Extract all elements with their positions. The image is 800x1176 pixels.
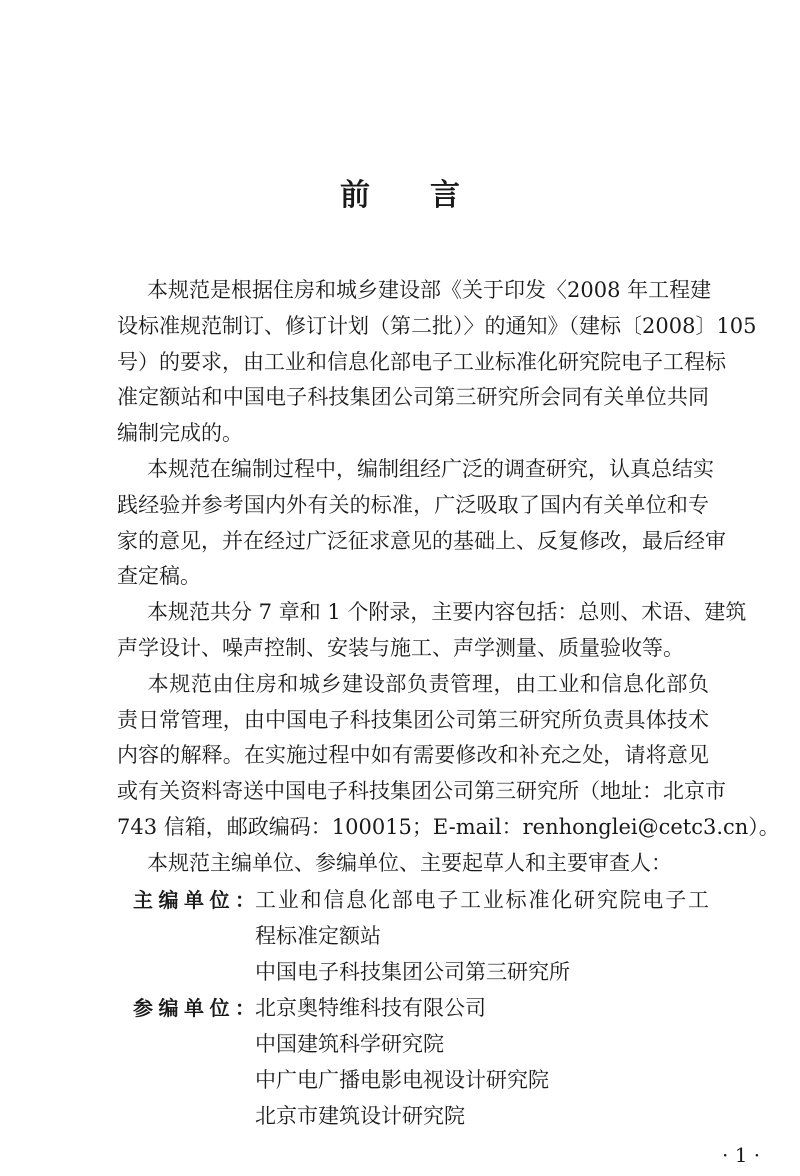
line-text: 本规范是根据住房和城乡建设部《关于印发〈2008 年工程建 — [147, 278, 712, 302]
text-line — [117, 416, 709, 452]
line-text: 声学设计、噪声控制、安装与施工、声学测量、质量验收等。 — [117, 635, 684, 660]
page-title: 前言 — [340, 178, 520, 213]
unit-name: 工业和信息化部电子工业标准化研究院电子工 — [255, 887, 709, 912]
line-text: 本规范在编制过程中，编制组经广泛的调查研究，认真总结实 — [147, 456, 714, 481]
line-text: 践经验并参考国内外有关的标准，广泛吸取了国内有关单位和专 — [117, 492, 709, 517]
line-text: 设标准规范制订、修订计划（第二批）〉的通知》（建标〔2008〕105 — [117, 313, 757, 338]
unit-name: 北京市建筑设计研究院 — [255, 1103, 465, 1128]
unit-name: 中广电广播电影电视设计研究院 — [255, 1067, 549, 1092]
text-line — [117, 595, 747, 631]
unit-name: 中国电子科技集团公司第三研究所 — [255, 959, 570, 984]
paragraph — [117, 667, 780, 846]
text-line — [117, 559, 709, 595]
line-text: 查定稿。 — [117, 564, 201, 589]
unit-entry — [117, 882, 709, 990]
paragraph — [117, 846, 709, 882]
text-line — [117, 488, 709, 524]
page-number: · 1 · — [722, 1143, 761, 1167]
text-line — [117, 631, 709, 667]
unit-entry — [117, 990, 709, 1134]
line-text: 内容的解释。在实施过程中如有需要修改和补充之处，请将意见 — [117, 743, 709, 768]
paragraph — [117, 595, 747, 667]
line-text: 家的意见，并在经过广泛征求意见的基础上、反复修改，最后经审 — [117, 528, 726, 553]
text-line — [117, 380, 709, 416]
text-line — [117, 345, 726, 381]
line-text: 准定额站和中国电子科技集团公司第三研究所会同有关单位共同 — [117, 385, 709, 410]
unit-label: 参编单位： — [133, 995, 255, 1020]
unit-name: 程标准定额站 — [255, 923, 381, 948]
text-line — [117, 273, 712, 309]
unit-name: 中国建筑科学研究院 — [255, 1031, 444, 1056]
line-text: 号）的要求，由工业和信息化部电子工业标准化研究院电子工程标 — [117, 349, 726, 374]
text-line — [117, 774, 726, 810]
unit-name: 北京奥特维科技有限公司 — [255, 995, 486, 1020]
text-line — [117, 810, 780, 846]
line-text: 本规范主编单位、参编单位、主要起草人和主要审查人： — [147, 850, 672, 875]
text-line — [117, 846, 709, 882]
line-text: 本规范共分 7 章和 1 个附录，主要内容包括：总则、术语、建筑 — [147, 600, 747, 625]
text-line — [117, 524, 726, 560]
line-text: 743 信箱，邮政编码：100015；E-mail：renhonglei@cetc3.cn）。 — [117, 814, 780, 839]
paragraph — [117, 452, 726, 595]
line-text: 编制完成的。 — [117, 421, 243, 446]
unit-label: 主编单位： — [133, 887, 255, 912]
text-line — [117, 452, 714, 488]
line-text: 本规范由住房和城乡建设部负责管理，由工业和信息化部负 — [147, 671, 709, 696]
line-text: 责日常管理，由中国电子科技集团公司第三研究所负责具体技术 — [117, 707, 709, 732]
line-text: 或有关资料寄送中国电子科技集团公司第三研究所（地址：北京市 — [117, 779, 726, 804]
text-line — [117, 309, 757, 345]
paragraph — [117, 273, 757, 452]
text-line — [117, 738, 709, 774]
text-line — [117, 667, 709, 703]
text-line — [117, 703, 709, 739]
document-body — [117, 273, 780, 1134]
